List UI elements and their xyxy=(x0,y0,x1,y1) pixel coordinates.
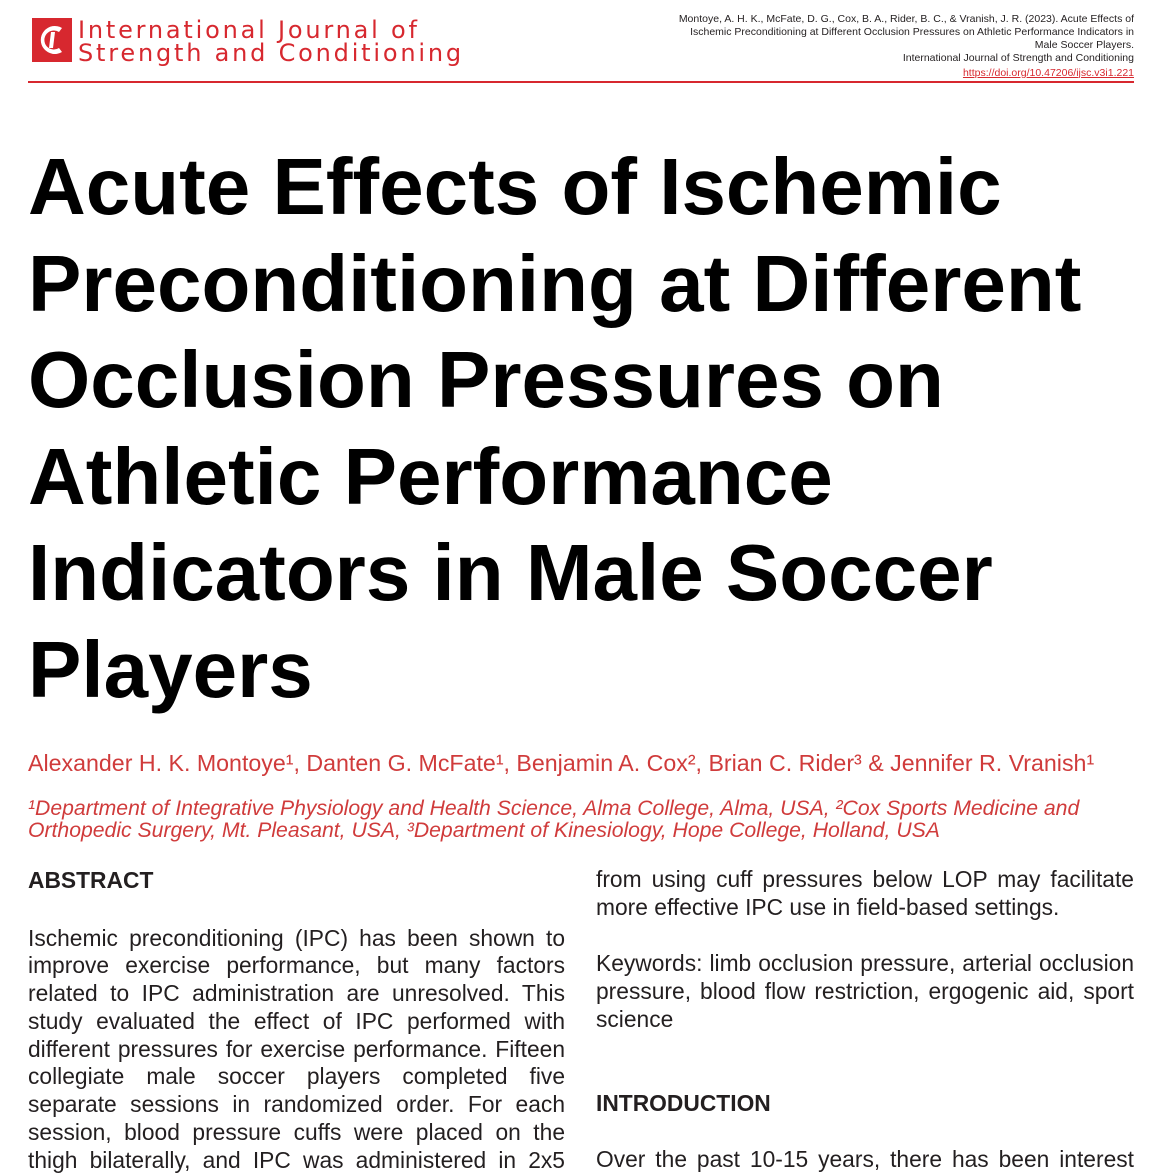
affiliation-line: Orthopedic Surgery, Mt. Pleasant, USA, ³Department of Kinesiology, Hope College, Holland, USA xyxy=(28,818,940,842)
citation-line: Ischemic Preconditioning at Different Occlusion Pressures on Athletic Performance Indicators in xyxy=(690,25,1134,38)
abstract-line: Ischemic preconditioning (IPC) has been shown to xyxy=(28,924,565,951)
title-line: Athletic Performance xyxy=(28,431,833,521)
abstract-line: from using cuff pressures below LOP may facilitate xyxy=(596,866,1134,892)
affiliation-line: ¹Department of Integrative Physiology and Health Science, Alma College, Alma, USA, ²Cox Sports Medicine and xyxy=(28,796,1080,820)
abstract-heading: ABSTRACT xyxy=(28,867,154,893)
author-list: Alexander H. K. Montoye¹, Danten G. McFate¹, Benjamin A. Cox², Brian C. Rider³ & Jennifer R. Vranish¹ xyxy=(28,750,1095,776)
keywords-line xyxy=(596,949,1134,977)
abstract-line: collegiate male soccer players completed five xyxy=(28,1063,565,1090)
title-line: Players xyxy=(28,624,313,714)
abstract-line: session, blood pressure cuffs were placed on the xyxy=(28,1119,565,1146)
journal-name-line: Strength and Conditioning xyxy=(78,38,464,67)
keywords-text: limb occlusion pressure, arterial occlusion xyxy=(709,949,1134,976)
abstract-line: thigh bilaterally, and IPC was administered in 2x5 xyxy=(28,1146,565,1173)
abstract-line: more effective IPC use in field-based settings. xyxy=(596,894,1060,920)
abstract-line: improve exercise performance, but many factors xyxy=(28,952,565,979)
abstract-line: study evaluated the effect of IPC performed with xyxy=(28,1007,565,1034)
abstract-line: related to IPC administration are unresolved. This xyxy=(28,980,565,1007)
journal-name-line: International Journal of xyxy=(78,15,420,44)
affiliations xyxy=(28,798,1079,842)
title-line: Occlusion Pressures on xyxy=(28,335,944,424)
title-line: Preconditioning at Different xyxy=(28,238,1082,328)
keywords-line: pressure, blood flow restriction, ergogenic aid, sport xyxy=(596,977,1134,1004)
keywords-label: Keywords: xyxy=(596,949,703,976)
citation-line: International Journal of Strength and Conditioning xyxy=(902,51,1134,64)
citation-line: Montoye, A. H. K., McFate, D. G., Cox, B. A., Rider, B. C., & Vranish, J. R. (2023). Acute Effects of xyxy=(678,12,1134,25)
paper-title xyxy=(28,139,1081,718)
journal-name xyxy=(78,15,464,67)
doi-link[interactable]: https://doi.org/10.47206/ijsc.v3i1.221 xyxy=(962,66,1134,79)
abstract-text xyxy=(28,925,565,1175)
title-line: Acute Effects of Ischemic xyxy=(28,142,1002,231)
keywords-line: science xyxy=(596,1005,674,1032)
header-divider xyxy=(28,81,1134,83)
abstract-continued xyxy=(596,865,1134,921)
doi-line xyxy=(574,67,1134,80)
citation-line: Male Soccer Players. xyxy=(1034,38,1134,51)
introduction-line: Over the past 10-15 years, there has been interest xyxy=(596,1145,1134,1172)
introduction-heading: INTRODUCTION xyxy=(596,1089,771,1116)
abstract-line: separate sessions in randomized order. For each xyxy=(28,1091,565,1118)
title-line: Indicators in Male Soccer xyxy=(28,528,993,617)
abstract-line: different pressures for exercise performance. Fifteen xyxy=(28,1035,565,1062)
introduction-text xyxy=(596,1145,1134,1173)
keywords xyxy=(596,949,1134,1033)
journal-logo-icon xyxy=(32,18,72,62)
citation-block xyxy=(574,13,1134,80)
